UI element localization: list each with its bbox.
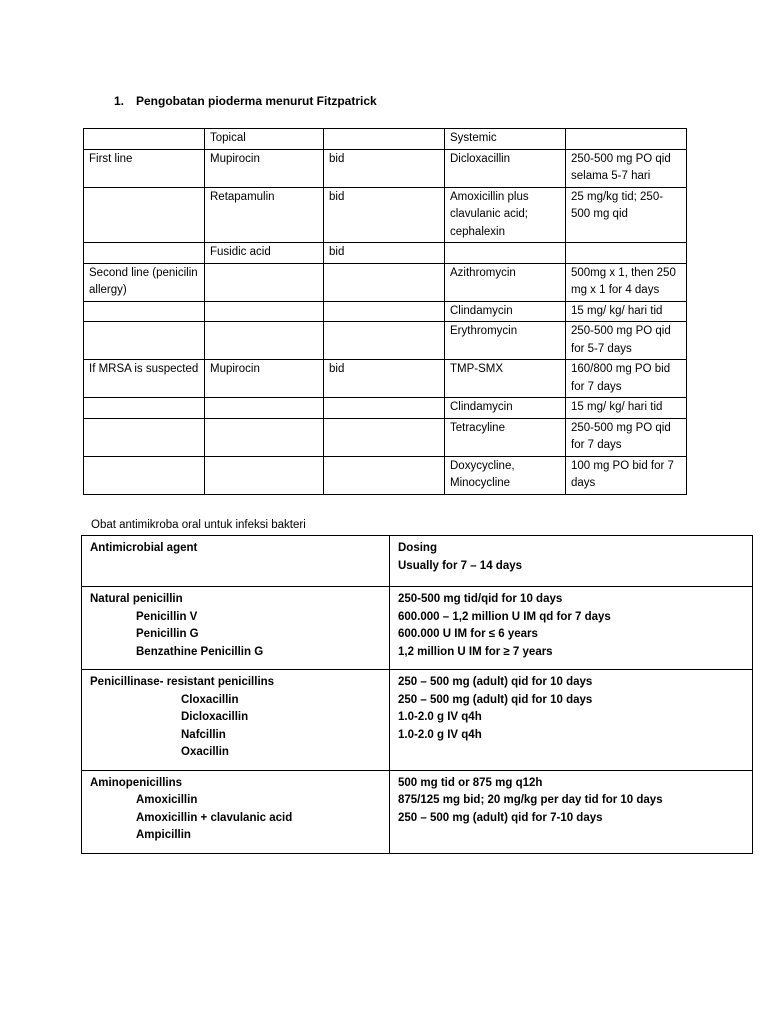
table1-cell: Clindamycin: [445, 301, 566, 322]
oral-antimicrobial-table: [81, 535, 753, 854]
table1-cell: [566, 243, 687, 264]
dosing-line: 1.0-2.0 g IV q4h: [398, 711, 482, 723]
dosing-header-cell: [390, 536, 753, 587]
dosing-line: 875/125 mg bid; 20 mg/kg per day tid for 10 days: [398, 794, 663, 806]
table1-cell: Tetracyline: [445, 418, 566, 456]
table1-cell: [324, 263, 445, 301]
table1-row: [84, 360, 687, 398]
table1-cell: [205, 456, 324, 494]
table2-caption: Obat antimikroba oral untuk infeksi bakteri: [91, 519, 306, 531]
table1-cell: TMP-SMX: [445, 360, 566, 398]
dosing-line: 250 – 500 mg (adult) qid for 7-10 days: [398, 811, 603, 824]
table1-cell: 500mg x 1, then 250 mg x 1 for 4 days: [566, 263, 687, 301]
drug-group-name: Penicillinase- resistant penicillins: [90, 676, 275, 688]
drug-group-cell: [82, 587, 390, 670]
table1-cell: Amoxicillin plus clavulanic acid; cephalexin: [445, 187, 566, 243]
table1-cell: [205, 263, 324, 301]
agent-header-cell: [82, 536, 390, 587]
table1-cell: [84, 418, 205, 456]
table1-header-row: [84, 129, 687, 150]
table1-cell: [324, 456, 445, 494]
drug-name: Cloxacillin: [181, 693, 239, 706]
table1-cell: Retapamulin: [205, 187, 324, 243]
table1-cell: Erythromycin: [445, 322, 566, 360]
table1-row: [84, 398, 687, 419]
table1-cell: [324, 418, 445, 456]
table1-cell: [84, 301, 205, 322]
drug-group-name: Natural penicillin: [90, 593, 183, 605]
table1-cell: 250-500 mg PO qid for 7 days: [566, 418, 687, 456]
table1-cell: Azithromycin: [445, 263, 566, 301]
table1-row: [84, 301, 687, 322]
drug-name: Penicillin G: [136, 628, 199, 640]
table1-row: [84, 187, 687, 243]
table1-cell: If MRSA is suspected: [84, 360, 205, 398]
table1-cell: Dicloxacillin: [445, 149, 566, 187]
table1-cell: [84, 398, 205, 419]
dosing-line: 600.000 – 1,2 million U IM qd for 7 days: [398, 610, 611, 623]
dosing-line: 250-500 mg tid/qid for 10 days: [398, 593, 563, 605]
table1-cell: 25 mg/kg tid; 250-500 mg qid: [566, 187, 687, 243]
section-heading: [114, 94, 377, 108]
table1-cell: [205, 398, 324, 419]
table1-header-cell: [324, 129, 445, 150]
table1-cell: 250-500 mg PO qid selama 5-7 hari: [566, 149, 687, 187]
dosing-header: Dosing: [398, 542, 437, 554]
table1-cell: bid: [324, 243, 445, 264]
table1-cell: bid: [324, 187, 445, 243]
table1-row: [84, 149, 687, 187]
table1-header-cell: Topical: [205, 129, 324, 150]
table1-cell: 100 mg PO bid for 7 days: [566, 456, 687, 494]
table1-cell: 250-500 mg PO qid for 5-7 days: [566, 322, 687, 360]
table1-cell: [205, 418, 324, 456]
dosing-line: 250 – 500 mg (adult) qid for 10 days: [398, 676, 593, 688]
table1-cell: [84, 322, 205, 360]
table1-cell: [84, 187, 205, 243]
drug-name: Penicillin V: [136, 610, 198, 623]
drug-name: Nafcillin: [181, 728, 226, 741]
drug-group-cell: [82, 770, 390, 853]
drug-name: Ampicillin: [136, 829, 191, 841]
drug-name: Amoxicillin: [136, 794, 198, 806]
table1-cell: Second line (penicilin allergy): [84, 263, 205, 301]
dosing-line: 250 – 500 mg (adult) qid for 10 days: [398, 693, 593, 706]
table1-cell: Doxycycline, Minocycline: [445, 456, 566, 494]
table1-row: [84, 263, 687, 301]
dosing-line: 1,2 million U IM for ≥ 7 years: [398, 645, 553, 658]
table1-cell: Mupirocin: [205, 360, 324, 398]
heading-text: Pengobatan pioderma menurut Fitzpatrick: [136, 94, 377, 108]
table1-header-cell: [84, 129, 205, 150]
table1-cell: [324, 301, 445, 322]
table1-cell: First line: [84, 149, 205, 187]
dosing-cell: [390, 587, 753, 670]
table1-cell: [84, 243, 205, 264]
table1-header-cell: Systemic: [445, 129, 566, 150]
dosing-duration: Usually for 7 – 14 days: [398, 559, 523, 572]
drug-group-name: Aminopenicillins: [90, 776, 183, 789]
table1-cell: [205, 322, 324, 360]
dosing-line: 500 mg tid or 875 mg q12h: [398, 776, 543, 789]
drug-group-row: [82, 587, 753, 670]
table1-cell: Clindamycin: [445, 398, 566, 419]
table2-header-row: [82, 536, 753, 587]
dosing-line: 600.000 U IM for ≤ 6 years: [398, 628, 538, 640]
drug-name: Oxacillin: [181, 746, 229, 758]
drug-name: Amoxicillin + clavulanic acid: [136, 811, 293, 824]
dosing-cell: [390, 770, 753, 853]
table1-cell: Fusidic acid: [205, 243, 324, 264]
table1-cell: [324, 398, 445, 419]
drug-group-row: [82, 670, 753, 771]
table1-row: [84, 243, 687, 264]
dosing-line: 1.0-2.0 g IV q4h: [398, 728, 482, 741]
table1-header-cell: [566, 129, 687, 150]
table1-cell: [445, 243, 566, 264]
table1-cell: [324, 322, 445, 360]
table1-cell: bid: [324, 360, 445, 398]
pyoderma-treatment-table: [83, 128, 687, 495]
table1-cell: [205, 301, 324, 322]
dosing-cell: [390, 670, 753, 771]
table1-row: [84, 322, 687, 360]
heading-number: 1.: [114, 94, 125, 108]
table1-row: [84, 456, 687, 494]
table1-cell: 160/800 mg PO bid for 7 days: [566, 360, 687, 398]
table1-cell: 15 mg/ kg/ hari tid: [566, 398, 687, 419]
table1-row: [84, 418, 687, 456]
drug-group-row: [82, 770, 753, 853]
table1-cell: bid: [324, 149, 445, 187]
drug-group-cell: [82, 670, 390, 771]
drug-name: Benzathine Penicillin G: [136, 645, 264, 658]
drug-name: Dicloxacillin: [181, 711, 249, 723]
table1-cell: Mupirocin: [205, 149, 324, 187]
table1-cell: 15 mg/ kg/ hari tid: [566, 301, 687, 322]
table1-cell: [84, 456, 205, 494]
agent-header: Antimicrobial agent: [90, 542, 198, 554]
